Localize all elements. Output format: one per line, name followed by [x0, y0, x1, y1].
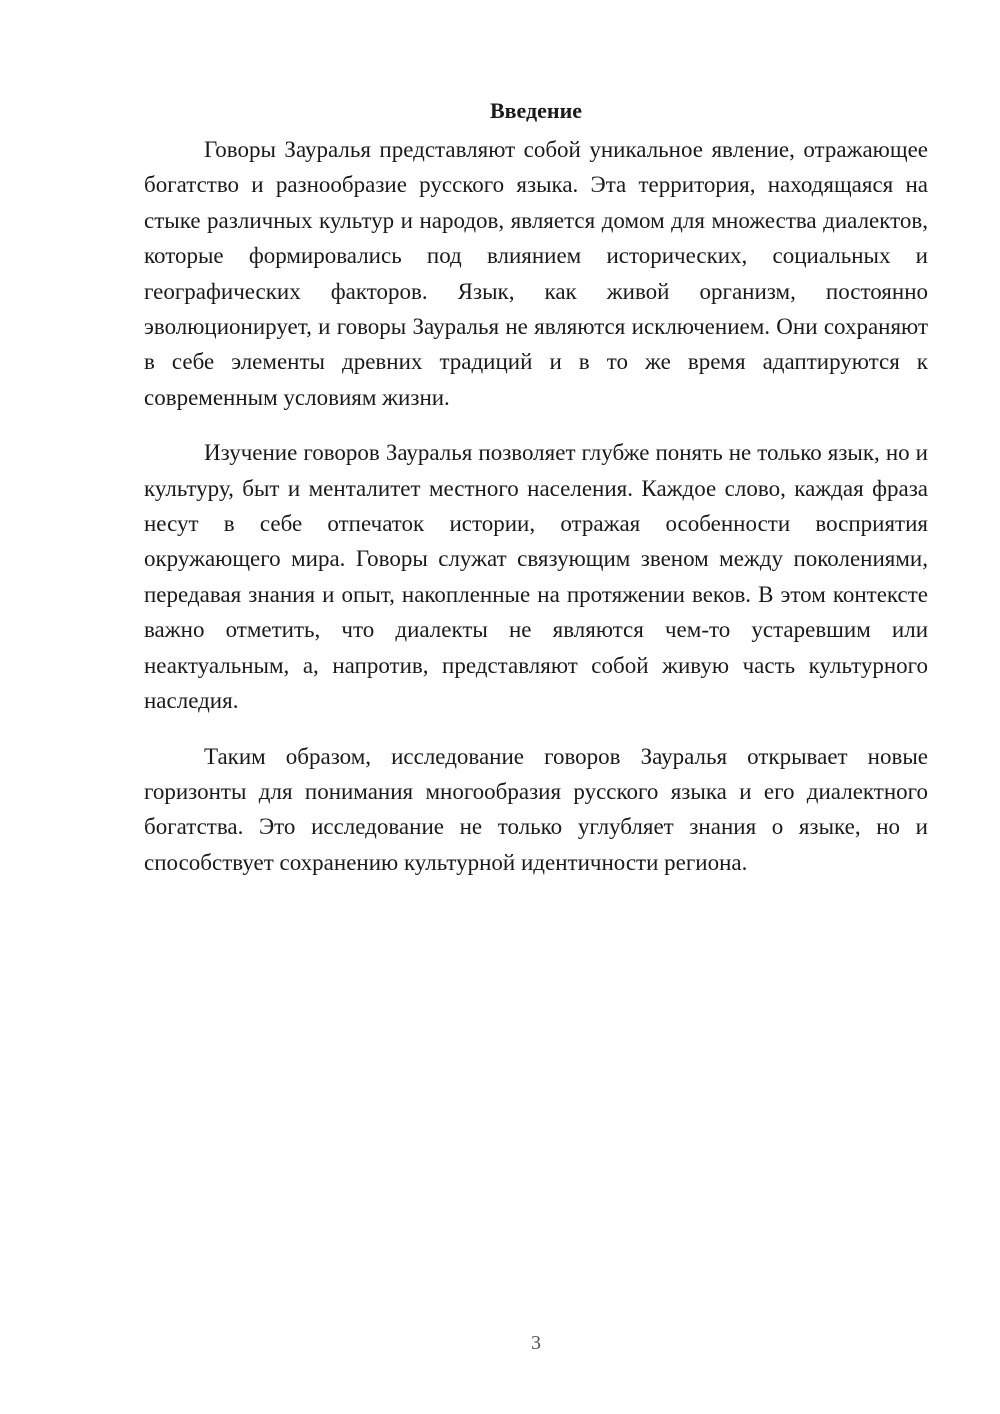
- document-body: [144, 96, 928, 900]
- page-number: 3: [531, 1332, 541, 1354]
- section-title: Введение: [489, 98, 583, 123]
- paragraph-1: Говоры Зауралья представляют собой уникальное явление, отражающее богатство и разнообразие русского языка. Эта территория, находящаяся на стыке различных культур и народов, является домом для множества диалектов, которые формировались под влиянием исторических, социальных и географических факторов. Язык, как живой организм, постоянно эволюционирует, и говоры Зауралья не являются исключением. Они сохраняют в себе элементы древних традиций и в то же время адаптируются к современным условиям жизни.: [144, 137, 928, 410]
- paragraph-2: Изучение говоров Зауралья позволяет глубже понять не только язык, но и культуру, быт и менталитет местного населения. Каждое слово, каждая фраза несут в себе отпечаток истории, отражая особенности восприятия окружающего мира. Говоры служат связующим звеном между поколениями, передавая знания и опыт, накопленные на протяжении веков. В этом контексте важно отметить, что диалекты не являются чем-то устаревшим или неактуальным, а, напротив, представляют собой живую часть культурного наследия.: [144, 440, 928, 714]
- paragraph-3: Таким образом, исследование говоров Зауралья открывает новые горизонты для понимания многообразия русского языка и его диалектного богатства. Это исследование не только углубляет знания о языке, но и способствует сохранению культурной идентичности региона.: [144, 743, 928, 875]
